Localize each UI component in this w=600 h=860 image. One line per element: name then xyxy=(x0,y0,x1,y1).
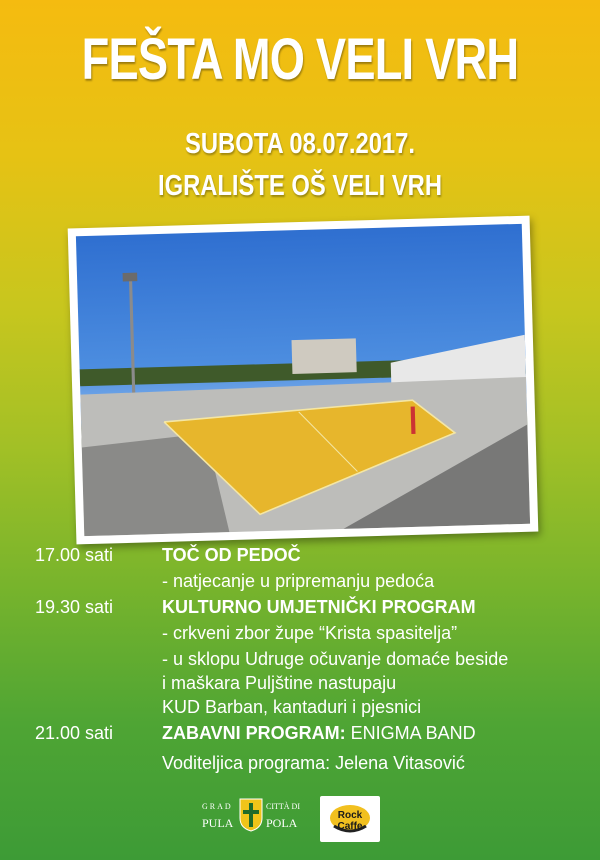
court-illustration xyxy=(76,224,530,536)
building-left xyxy=(292,338,357,374)
program-title: KULTURNO UMJETNIČKI PROGRAM xyxy=(162,597,476,617)
poster-title: FEŠTA MO VELI VRH xyxy=(81,27,519,92)
host-line: Voditeljica programa: Jelena Vitasović xyxy=(162,753,465,773)
light-pole-lamp xyxy=(123,273,138,282)
pula-shield-icon xyxy=(239,798,263,832)
program-title: ZABAVNI PROGRAM: xyxy=(162,723,346,743)
time-label: 21.00 sati xyxy=(35,723,114,743)
program-line: - u sklopu Udruge očuvanje domaće beside xyxy=(162,649,509,669)
sports-court-photo xyxy=(76,224,530,536)
pula-city-text: PULA xyxy=(202,816,234,830)
time-label: 17.00 sati xyxy=(35,545,114,565)
program-band: ENIGMA BAND xyxy=(345,723,476,743)
event-date: SUBOTA 08.07.2017. xyxy=(184,128,415,160)
pula-pola-text: POLA xyxy=(266,816,298,830)
program-line: - crkveni zbor župe “Krista spasitelja” xyxy=(162,623,458,643)
time-label: 19.30 sati xyxy=(35,597,114,617)
program-line: i maškara Puljštine nastupaju xyxy=(162,673,397,693)
pula-city-logo xyxy=(202,798,302,842)
goal-post xyxy=(411,406,416,434)
event-venue: IGRALIŠTE OŠ VELI VRH xyxy=(157,170,443,202)
program-line: KUD Barban, kantaduri i pjesnici xyxy=(162,697,422,717)
pula-grad-text: GRAD xyxy=(202,802,233,811)
program-title: TOČ OD PEDOČ xyxy=(162,545,301,565)
photo-frame xyxy=(68,216,539,545)
pula-citta-text: CITTÀ DI xyxy=(266,802,300,811)
program-line: - natjecanje u pripremanju pedoća xyxy=(162,571,435,591)
rock-caffe-text: Rock Caffe xyxy=(337,810,363,832)
program-title-line xyxy=(162,722,476,744)
rock-caffe-logo xyxy=(320,796,380,842)
